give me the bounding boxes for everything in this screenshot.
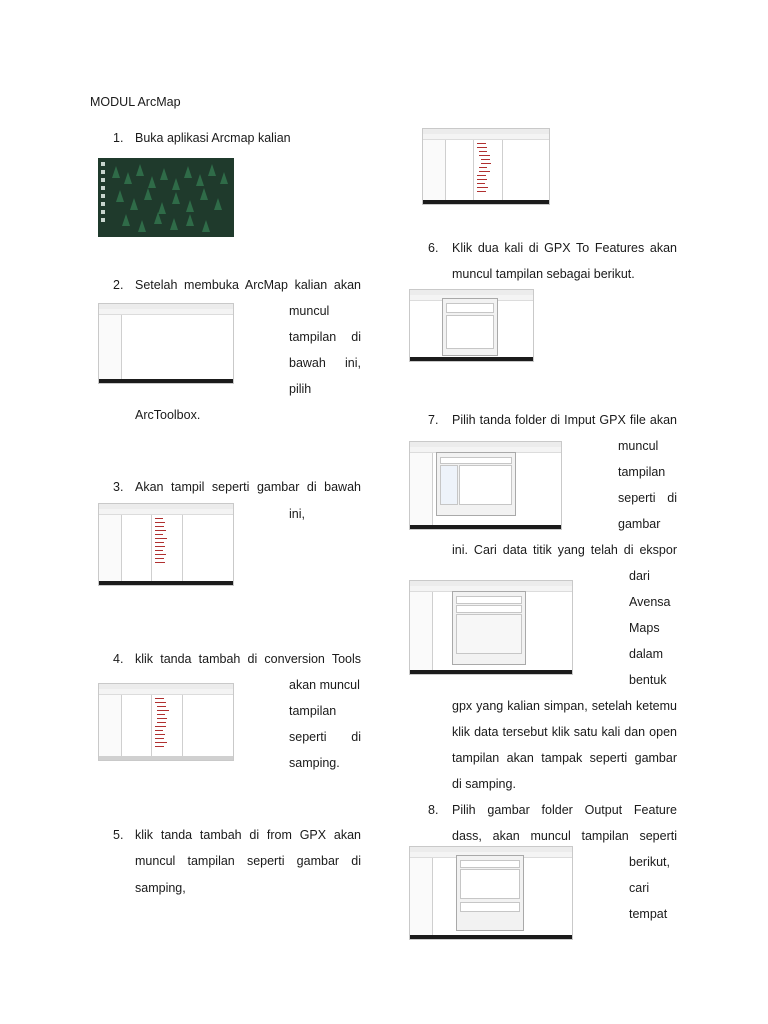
- screenshot-gpx-to-features: [409, 289, 534, 362]
- item-7-line-9: Maps: [629, 621, 660, 635]
- item-1-text: Buka aplikasi Arcmap kalian: [135, 131, 291, 145]
- item-2-line-3: tampilan di: [289, 330, 361, 344]
- item-7-line-12: gpx yang kalian simpan, setelah ketemu: [452, 699, 677, 713]
- item-8-line-1: Pilih gambar folder Output Feature: [452, 803, 677, 817]
- item-4-line-5: samping.: [289, 756, 340, 770]
- screenshot-arcmap-main: [98, 303, 234, 384]
- item-3-line-1: Akan tampil seperti gambar di bawah: [135, 480, 361, 494]
- item-6-line-1: Klik dua kali di GPX To Features akan: [452, 241, 677, 255]
- item-7-number: 7.: [428, 413, 439, 427]
- item-5-line-2: muncul tampilan seperti gambar di: [135, 854, 361, 868]
- item-2-line-5: pilih: [289, 382, 312, 396]
- screenshot-conversion-tools: [98, 683, 234, 761]
- item-2-line-6: ArcToolbox.: [135, 408, 201, 422]
- item-7-line-3: tampilan: [618, 465, 666, 479]
- item-3-line-2: ini,: [289, 507, 305, 521]
- document-title: MODUL ArcMap: [90, 95, 181, 109]
- item-7-line-2: muncul: [618, 439, 659, 453]
- item-5-line-3: samping,: [135, 881, 186, 895]
- item-2-line-4: bawah ini,: [289, 356, 361, 370]
- item-4-number: 4.: [113, 652, 124, 666]
- item-2-line-2: muncul: [289, 304, 330, 318]
- item-8-number: 8.: [428, 803, 439, 817]
- screenshot-arctoolbox: [98, 503, 234, 586]
- item-4-line-3: tampilan: [289, 704, 337, 718]
- item-1-number: 1.: [113, 131, 124, 145]
- item-8-line-5: tempat: [629, 907, 668, 921]
- item-2-number: 2.: [113, 278, 124, 292]
- screenshot-desktop: [98, 158, 234, 237]
- screenshot-input-gpx-dialog: [409, 441, 562, 530]
- item-6-number: 6.: [428, 241, 439, 255]
- item-8-line-3: berikut,: [629, 855, 670, 869]
- item-3-number: 3.: [113, 480, 124, 494]
- item-8-line-2: dass, akan muncul tampilan seperti: [452, 829, 677, 843]
- screenshot-from-gpx: [422, 128, 550, 205]
- screenshot-avensa-gpx: [409, 580, 573, 675]
- item-7-line-11: bentuk: [629, 673, 667, 687]
- item-7-line-13: klik data tersebut klik satu kali dan open: [452, 725, 677, 739]
- item-7-line-7: dari: [629, 569, 650, 583]
- item-4-line-1: klik tanda tambah di conversion Tools: [135, 652, 361, 666]
- screenshot-output-feature-class: [409, 846, 573, 940]
- item-7-line-1: Pilih tanda folder di Imput GPX file akan: [452, 413, 677, 427]
- item-7-line-8: Avensa: [629, 595, 671, 609]
- item-7-line-6: ini. Cari data titik yang telah di ekspor: [452, 543, 677, 557]
- item-5-number: 5.: [113, 828, 124, 842]
- item-7-line-14: tampilan akan tampak seperti gambar: [452, 751, 677, 765]
- item-2-line-1: Setelah membuka ArcMap kalian akan: [135, 278, 361, 292]
- item-4-line-2: akan muncul: [289, 678, 360, 692]
- item-5-line-1: klik tanda tambah di from GPX akan: [135, 828, 361, 842]
- item-6-line-2: muncul tampilan sebagai berikut.: [452, 267, 635, 281]
- item-8-line-4: cari: [629, 881, 650, 895]
- item-7-line-4: seperti di: [618, 491, 677, 505]
- item-7-line-5: gambar: [618, 517, 661, 531]
- item-7-line-15: di samping.: [452, 777, 516, 791]
- item-4-line-4: seperti di: [289, 730, 361, 744]
- item-7-line-10: dalam: [629, 647, 664, 661]
